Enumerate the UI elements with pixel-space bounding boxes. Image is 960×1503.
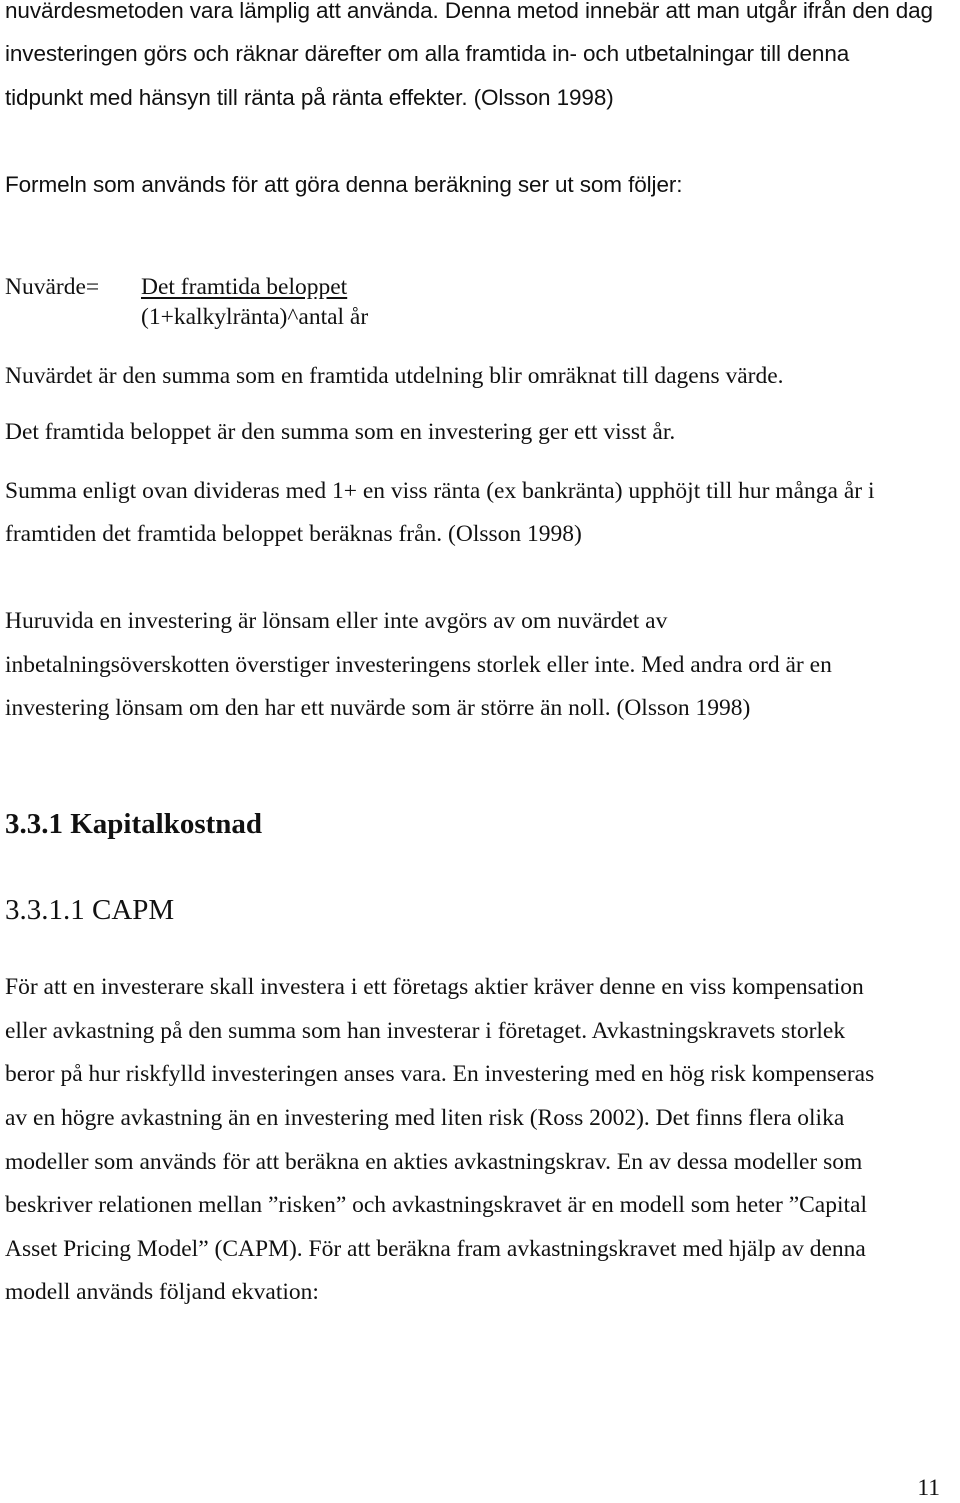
- capm-line-4: av en högre avkastning än en investering med liten risk (Ross 2002). Det finns flera olika: [5, 1105, 845, 1131]
- definition-discount-line-1: Summa enligt ovan divideras med 1+ en viss ränta (ex bankränta) upphöjt till hur många år i: [5, 478, 875, 504]
- section-heading: 3.3.1 Kapitalkostnad: [5, 808, 263, 840]
- page-number: 11: [917, 1475, 940, 1501]
- formula-numerator: Det framtida beloppet: [141, 274, 348, 300]
- formula-label: Nuvärde=: [5, 274, 100, 300]
- formula-intro-text: Formeln som används för att göra denna beräkning ser ut som följer:: [5, 172, 683, 197]
- subsection-heading: 3.3.1.1 CAPM: [5, 894, 175, 926]
- intro-line-3: tidpunkt med hänsyn till ränta på ränta effekter. (Olsson 1998): [5, 85, 614, 110]
- capm-line-8: modell används följand ekvation:: [5, 1279, 319, 1305]
- intro-line-1: nuvärdesmetoden vara lämplig att använda. Denna metod innebär att man utgår ifrån den dag: [5, 0, 933, 23]
- formula-denominator: (1+kalkylränta)^antal år: [141, 304, 369, 330]
- capm-line-2: eller avkastning på den summa som han investerar i företaget. Avkastningskravets storlek: [5, 1018, 846, 1044]
- intro-line-2: investeringen görs och räknar därefter om alla framtida in- och utbetalningar till denna: [5, 41, 850, 66]
- capm-line-3: beror på hur riskfylld investeringen anses vara. En investering med en hög risk kompenseras: [5, 1061, 875, 1087]
- profitability-line-1: Huruvida en investering är lönsam eller inte avgörs av om nuvärdet av: [5, 608, 668, 634]
- profitability-line-2: inbetalningsöverskotten överstiger investeringens storlek eller inte. Med andra ord är en: [5, 652, 832, 678]
- definition-present-value: Nuvärdet är den summa som en framtida utdelning blir omräknat till dagens värde.: [5, 363, 784, 389]
- definition-discount-line-2: framtiden det framtida beloppet beräknas från. (Olsson 1998): [5, 521, 582, 547]
- definition-future-amount: Det framtida beloppet är den summa som en investering ger ett visst år.: [5, 419, 676, 445]
- capm-line-1: För att en investerare skall investera i ett företags aktier kräver denne en viss kompensation: [5, 974, 864, 1000]
- capm-line-6: beskriver relationen mellan ”risken” och avkastningskravet är en modell som heter ”Capital: [5, 1192, 868, 1218]
- capm-line-7: Asset Pricing Model” (CAPM). För att beräkna fram avkastningskravet med hjälp av denna: [5, 1236, 866, 1262]
- capm-line-5: modeller som används för att beräkna en akties avkastningskrav. En av dessa modeller som: [5, 1149, 863, 1175]
- profitability-line-3: investering lönsam om den har ett nuvärde som är större än noll. (Olsson 1998): [5, 695, 751, 721]
